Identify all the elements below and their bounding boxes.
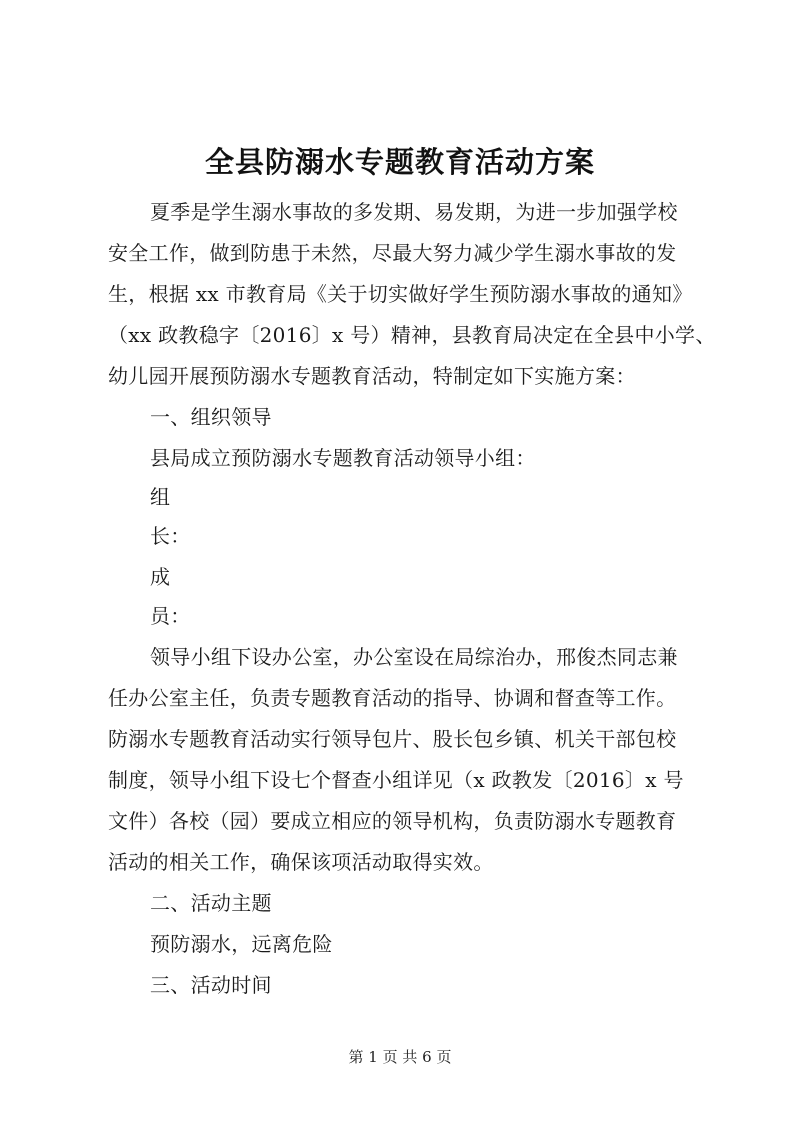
leader-label-line-2: 长：: [150, 524, 191, 548]
section-2-heading: 二、活动主题: [150, 891, 272, 915]
office-paragraph-line: 防溺水专题教育活动实行领导包片、股长包乡镇、机关干部包校: [108, 727, 677, 751]
section-3-heading: 三、活动时间: [150, 973, 272, 997]
leader-label-line-1: 组: [150, 485, 171, 509]
office-paragraph-line: 任办公室主任，负责专题教育活动的指导、协调和督查等工作。: [108, 686, 677, 710]
intro-line: 生，根据 xx 市教育局《关于切实做好学生预防溺水事故的通知》: [108, 282, 693, 306]
intro-line: 幼儿园开展预防溺水专题教育活动，特制定如下实施方案：: [108, 364, 636, 388]
office-paragraph-line: 活动的相关工作，确保该项活动取得实效。: [108, 850, 494, 874]
section-1-lead: 县局成立预防溺水专题教育活动领导小组：: [150, 446, 536, 470]
page-number-footer: 第 1 页 共 6 页: [348, 1048, 452, 1066]
member-label-line-1: 成: [150, 565, 171, 589]
office-paragraph-line: 制度，领导小组下设七个督查小组详见（x 政教发〔2016〕x 号: [108, 768, 684, 792]
section-2-text: 预防溺水，远离危险: [150, 932, 333, 956]
intro-line: 夏季是学生溺水事故的多发期、易发期，为进一步加强学校: [150, 200, 678, 224]
intro-line: （xx 政教稳字〔2016〕x 号）精神，县教育局决定在全县中小学、: [108, 323, 716, 347]
document-title: 全县防溺水专题教育活动方案: [204, 145, 595, 179]
office-paragraph-line: 领导小组下设办公室，办公室设在局综治办，邢俊杰同志兼: [150, 645, 678, 669]
section-1-heading: 一、组织领导: [150, 405, 272, 429]
office-paragraph-line: 文件）各校（园）要成立相应的领导机构，负责防溺水专题教育: [108, 809, 677, 833]
intro-line: 安全工作，做到防患于未然，尽最大努力减少学生溺水事故的发: [108, 241, 677, 265]
member-label-line-2: 员：: [150, 604, 191, 628]
